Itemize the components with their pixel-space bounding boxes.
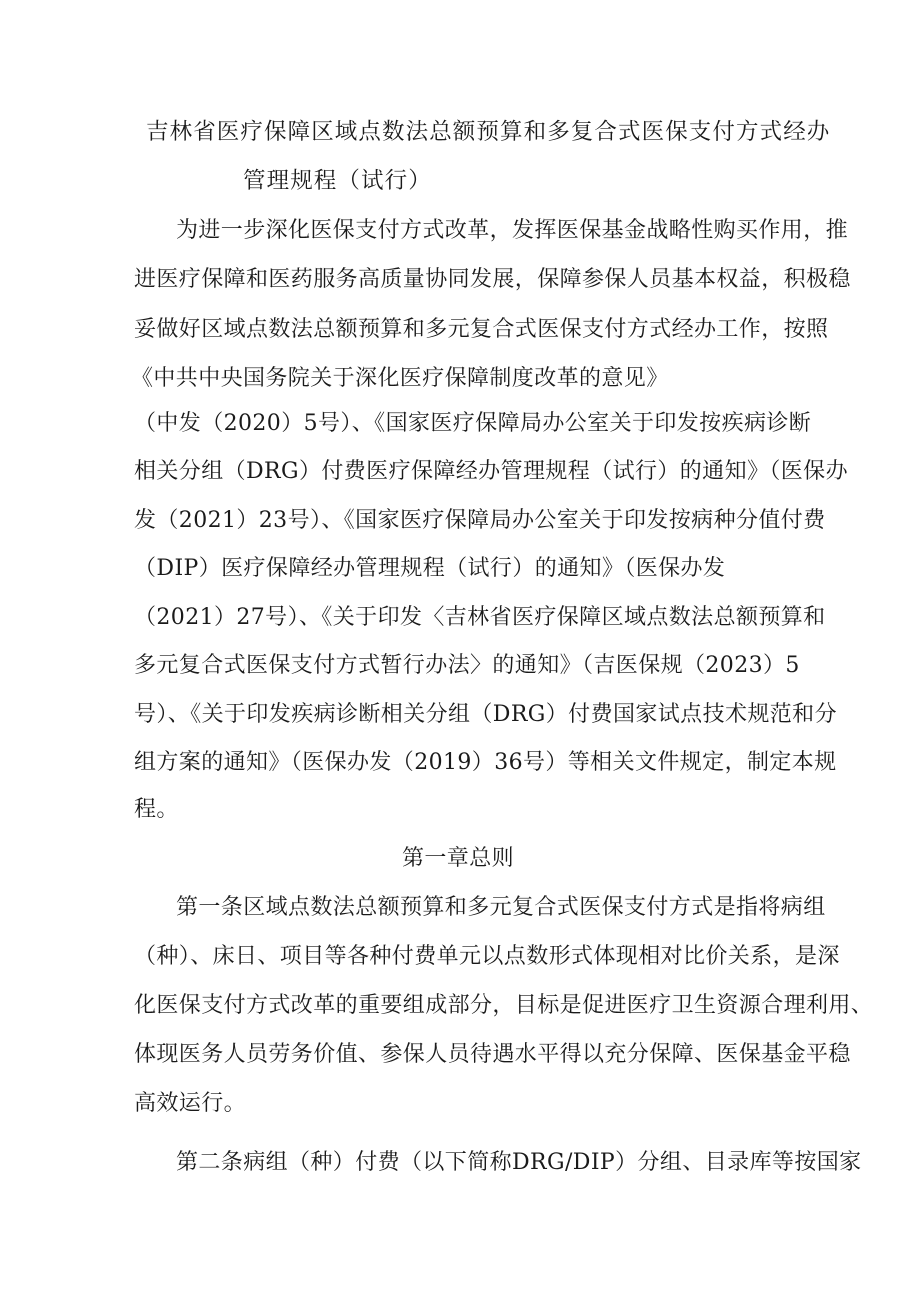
paragraph-line: 相关分组（DRG）付费医疗保障经办管理规程（试行）的通知》（医保办 bbox=[134, 459, 848, 484]
paragraph-line: 组方案的通知》（医保办发（2019）36号）等相关文件规定，制定本规 bbox=[134, 750, 837, 775]
paragraph-line: 化医保支付方式改革的重要组成部分，目标是促进医疗卫生资源合理利用、 bbox=[134, 993, 874, 1018]
paragraph-line: 为进一步深化医保支付方式改革，发挥医保基金战略性购买作用，推 bbox=[176, 218, 849, 243]
document-title-line-1: 吉林省医疗保障区域点数法总额预算和多复合式医保支付方式经办 bbox=[146, 119, 831, 145]
paragraph-line: （2021）27号）、《关于印发〈吉林省医疗保障区域点数法总额预算和 bbox=[134, 605, 826, 630]
paragraph-line: 多元复合式医保支付方式暂行办法〉的通知》（吉医保规（2023）5 bbox=[134, 653, 800, 678]
paragraph-line: （种）、床日、项目等各种付费单元以点数形式体现相对比价关系，是深 bbox=[134, 944, 840, 969]
paragraph-line: 高效运行。 bbox=[134, 1091, 247, 1116]
paragraph-line: （DIP）医疗保障经办管理规程（试行）的通知》（医保办发 bbox=[134, 556, 726, 581]
paragraph-line: 体现医务人员劳务价值、参保人员待遇水平得以充分保障、医保基金平稳 bbox=[134, 1042, 851, 1067]
paragraph-line: 《中共中央国务院关于深化医疗保障制度改革的意见》 bbox=[131, 366, 669, 391]
paragraph-line: 发（2021）23号）、《国家医疗保障局办公室关于印发按病种分值付费 bbox=[134, 508, 826, 533]
document-title-line-2: 管理规程（试行） bbox=[243, 168, 432, 194]
paragraph-line: 号）、《关于印发疾病诊断相关分组（DRG）付费国家试点技术规范和分 bbox=[134, 702, 837, 727]
paragraph-line: 进医疗保障和医药服务高质量协同发展，保障参保人员基本权益，积极稳 bbox=[134, 267, 851, 292]
paragraph-line: 第二条病组（种）付费（以下简称DRG/DIP）分组、目录库等按国家 bbox=[176, 1150, 862, 1175]
paragraph-line: 妥做好区域点数法总额预算和多元复合式医保支付方式经办工作，按照 bbox=[134, 317, 829, 342]
paragraph-line: 程。 bbox=[134, 797, 179, 822]
paragraph-line: （中发（2020）5号）、《国家医疗保障局办公室关于印发按疾病诊断 bbox=[134, 411, 812, 436]
chapter-heading: 第一章总则 bbox=[402, 846, 515, 871]
paragraph-line: 第一条区域点数法总额预算和多元复合式医保支付方式是指将病组 bbox=[176, 895, 826, 920]
